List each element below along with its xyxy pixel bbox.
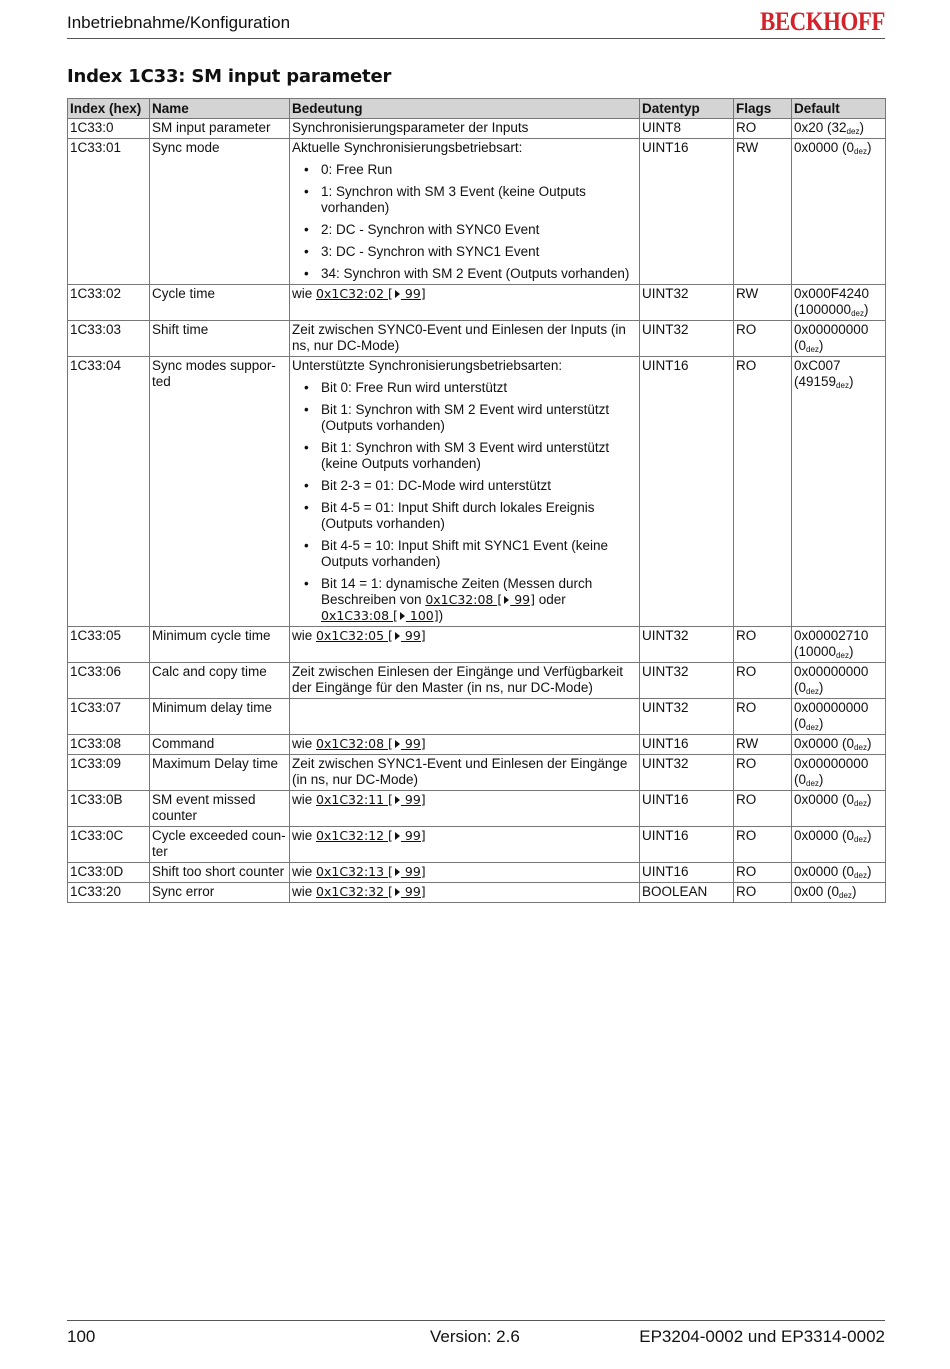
list-item: • 3: DC - Synchron with SYNC1 Event	[292, 244, 637, 260]
cell-default	[792, 627, 886, 663]
list-item: • 34: Synchron with SM 2 Event (Outputs vorhanden)	[292, 266, 637, 282]
dez-suffix: dez	[854, 799, 867, 808]
default-value: 0x000F4240 (1000000	[794, 286, 870, 317]
cell-index: 1C33:07	[68, 699, 150, 735]
product-name: EP3204-0002 und EP3314-0002	[639, 1327, 885, 1346]
table-row	[68, 755, 886, 791]
cell-type: UINT32	[640, 627, 734, 663]
column-header-default: Default	[792, 99, 886, 119]
link-text: 0x1C32:08 [	[316, 736, 393, 751]
cell-index: 1C33:01	[68, 139, 150, 285]
arrow-right-icon	[395, 290, 400, 298]
cell-flags: RW	[734, 285, 792, 321]
link-page: 99]	[400, 864, 426, 879]
cell-flags: RO	[734, 321, 792, 357]
cell-meaning	[290, 735, 640, 755]
column-header-meaning: Bedeutung	[290, 99, 640, 119]
cross-reference-link[interactable]	[425, 592, 535, 607]
table-row	[68, 863, 886, 883]
cell-flags: RO	[734, 883, 792, 903]
dez-suffix: dez	[839, 891, 852, 900]
cell-type: UINT32	[640, 755, 734, 791]
link-page: 99]	[400, 286, 426, 301]
default-close: )	[848, 374, 854, 389]
table-row	[68, 663, 886, 699]
link-page: 99]	[400, 884, 426, 899]
default-close: )	[866, 864, 872, 879]
cell-flags: RO	[734, 863, 792, 883]
cell-flags: RO	[734, 699, 792, 735]
cell-meaning: Zeit zwischen SYNC1-Event und Einlesen der Eingänge (in ns, nur DC-Mode)	[290, 755, 640, 791]
cell-index: 1C33:02	[68, 285, 150, 321]
cross-reference-link[interactable]	[316, 884, 426, 899]
column-header-index: Index (hex)	[68, 99, 150, 119]
default-close: )	[851, 884, 857, 899]
cell-name: Sync modes suppor-ted	[150, 357, 290, 627]
table-row	[68, 119, 886, 139]
cell-flags: RO	[734, 791, 792, 827]
cell-name: SM event missed counter	[150, 791, 290, 827]
link-text: 0x1C32:13 [	[316, 864, 393, 879]
cross-reference-link[interactable]	[316, 828, 426, 843]
link-text: 0x1C33:08 [	[321, 608, 398, 623]
table-row	[68, 735, 886, 755]
cell-default	[792, 863, 886, 883]
cell-name: Maximum Delay time	[150, 755, 290, 791]
dez-suffix: dez	[846, 127, 860, 136]
cell-default	[792, 883, 886, 903]
table-row	[68, 321, 886, 357]
list-item: • 2: DC - Synchron with SYNC0 Event	[292, 222, 637, 238]
option-text: )	[438, 608, 444, 623]
arrow-right-icon	[395, 888, 400, 896]
link-text: 0x1C32:08 [	[425, 592, 503, 607]
table-row	[68, 627, 886, 663]
default-value: 0x20 (32	[794, 120, 847, 135]
cell-name: Sync error	[150, 883, 290, 903]
cross-reference-link[interactable]	[316, 736, 426, 751]
page-footer	[67, 1320, 885, 1351]
list-item	[292, 576, 637, 624]
link-text: 0x1C32:32 [	[316, 884, 393, 899]
cell-type: UINT16	[640, 791, 734, 827]
cross-reference-link[interactable]	[316, 286, 426, 301]
column-header-flags: Flags	[734, 99, 792, 119]
cell-index: 1C33:0D	[68, 863, 150, 883]
cross-reference-link[interactable]	[316, 628, 426, 643]
meaning-prefix: wie	[292, 864, 317, 879]
cell-name: Minimum delay time	[150, 699, 290, 735]
cell-default	[792, 827, 886, 863]
cell-index: 1C33:0C	[68, 827, 150, 863]
default-value: 0x0000 (0	[794, 140, 855, 155]
cell-meaning	[290, 863, 640, 883]
default-close: )	[848, 644, 854, 659]
option-text: Bit 14 = 1: dynamische Zeiten (Messen durch Beschreiben von	[321, 576, 593, 607]
cross-reference-link[interactable]	[316, 792, 426, 807]
default-value: 0x00002710 (10000	[794, 628, 869, 659]
parameter-table	[67, 98, 886, 903]
meaning-prefix: wie	[292, 884, 317, 899]
cell-meaning	[290, 357, 640, 627]
list-item: • Bit 4-5 = 01: Input Shift durch lokales Ereignis (Outputs vorhanden)	[292, 500, 637, 532]
cell-default	[792, 119, 886, 139]
cell-type: UINT32	[640, 699, 734, 735]
link-page: 100]	[405, 608, 439, 623]
cell-name: Minimum cycle time	[150, 627, 290, 663]
option-text: oder	[535, 592, 566, 607]
arrow-right-icon	[395, 868, 400, 876]
link-text: 0x1C32:02 [	[316, 286, 393, 301]
cell-type: UINT16	[640, 863, 734, 883]
link-page: 99]	[400, 736, 426, 751]
cell-meaning	[290, 699, 640, 735]
dez-suffix: dez	[806, 345, 819, 354]
default-value: 0x0000 (0	[794, 736, 855, 751]
section-title: Index 1C33: SM input parameter	[67, 66, 392, 87]
dez-suffix: dez	[854, 835, 867, 844]
arrow-right-icon	[395, 740, 400, 748]
column-header-name: Name	[150, 99, 290, 119]
cell-meaning: Synchronisierungsparameter der Inputs	[290, 119, 640, 139]
list-item: • Bit 1: Synchron with SM 2 Event wird unterstützt (Outputs vorhanden)	[292, 402, 637, 434]
default-close: )	[866, 736, 872, 751]
list-item: • Bit 2-3 = 01: DC-Mode wird unterstützt	[292, 478, 637, 494]
meaning-intro: Aktuelle Synchronisierungsbetriebsart:	[292, 140, 523, 155]
dez-suffix: dez	[836, 381, 849, 390]
cell-default	[792, 321, 886, 357]
cell-name: Cycle exceeded coun-ter	[150, 827, 290, 863]
meaning-intro: Unterstützte Synchronisierungsbetriebsarten:	[292, 358, 563, 373]
default-close: )	[866, 140, 872, 155]
cell-index: 1C33:06	[68, 663, 150, 699]
cell-name: Shift too short counter	[150, 863, 290, 883]
cell-type: UINT16	[640, 827, 734, 863]
table-row	[68, 357, 886, 627]
link-page: 99]	[400, 792, 426, 807]
link-page: 99]	[510, 592, 535, 607]
cell-meaning: Zeit zwischen SYNC0-Event und Einlesen der Inputs (in ns, nur DC-Mode)	[290, 321, 640, 357]
cell-default	[792, 285, 886, 321]
default-value: 0x0000 (0	[794, 864, 855, 879]
cell-meaning	[290, 285, 640, 321]
cell-meaning	[290, 791, 640, 827]
arrow-right-icon	[504, 596, 509, 604]
cell-default	[792, 699, 886, 735]
option-list	[292, 380, 637, 624]
cell-index: 1C33:0	[68, 119, 150, 139]
page-number: 100	[67, 1327, 96, 1346]
cell-meaning	[290, 827, 640, 863]
table-header-row	[68, 99, 886, 119]
default-value: 0x0000 (0	[794, 828, 855, 843]
dez-suffix: dez	[854, 871, 867, 880]
list-item: • 1: Synchron with SM 3 Event (keine Outputs vorhanden)	[292, 184, 637, 216]
cell-flags: RO	[734, 755, 792, 791]
cell-type: UINT16	[640, 139, 734, 285]
list-item: • 0: Free Run	[292, 162, 637, 178]
beckhoff-logo: BECKHOFF	[760, 7, 885, 36]
dez-suffix: dez	[806, 779, 819, 788]
dez-suffix: dez	[854, 147, 867, 156]
list-item: • Bit 0: Free Run wird unterstützt	[292, 380, 637, 396]
default-close: )	[818, 716, 824, 731]
default-close: )	[818, 338, 824, 353]
link-page: 99]	[400, 828, 426, 843]
dez-suffix: dez	[851, 309, 864, 318]
arrow-right-icon	[400, 612, 405, 620]
default-value: 0x0000 (0	[794, 792, 855, 807]
dez-suffix: dez	[806, 687, 819, 696]
link-text: 0x1C32:12 [	[316, 828, 393, 843]
cell-name: SM input parameter	[150, 119, 290, 139]
cell-flags: RO	[734, 827, 792, 863]
arrow-right-icon	[395, 796, 400, 804]
cell-default	[792, 663, 886, 699]
meaning-prefix: wie	[292, 828, 317, 843]
cell-name: Cycle time	[150, 285, 290, 321]
meaning-prefix: wie	[292, 286, 317, 301]
cell-flags: RO	[734, 663, 792, 699]
cross-reference-link[interactable]	[321, 608, 439, 623]
cell-default	[792, 139, 886, 285]
cell-type: UINT32	[640, 321, 734, 357]
table-row	[68, 883, 886, 903]
cell-index: 1C33:09	[68, 755, 150, 791]
link-page: 99]	[400, 628, 426, 643]
default-close: )	[859, 120, 864, 135]
default-close: )	[866, 828, 872, 843]
dez-suffix: dez	[836, 651, 849, 660]
cell-index: 1C33:05	[68, 627, 150, 663]
cell-type: UINT16	[640, 735, 734, 755]
cell-type: UINT8	[640, 119, 734, 139]
meaning-prefix: wie	[292, 628, 317, 643]
cell-default	[792, 735, 886, 755]
cell-meaning: Zeit zwischen Einlesen der Eingänge und Verfügbarkeit der Eingänge für den Master (in ns, nur DC-Mode)	[290, 663, 640, 699]
cell-name: Sync mode	[150, 139, 290, 285]
default-close: )	[818, 680, 824, 695]
cell-flags: RW	[734, 735, 792, 755]
default-value: 0x00000000 (0	[794, 322, 869, 353]
table-row	[68, 699, 886, 735]
arrow-right-icon	[395, 632, 400, 640]
arrow-right-icon	[395, 832, 400, 840]
cell-index: 1C33:0B	[68, 791, 150, 827]
cell-flags: RO	[734, 357, 792, 627]
cell-meaning	[290, 627, 640, 663]
meaning-prefix: wie	[292, 792, 317, 807]
default-close: )	[866, 792, 872, 807]
cell-index: 1C33:03	[68, 321, 150, 357]
dez-suffix: dez	[806, 723, 819, 732]
cell-type: UINT32	[640, 663, 734, 699]
cell-flags: RO	[734, 627, 792, 663]
cell-index: 1C33:04	[68, 357, 150, 627]
cell-type: UINT32	[640, 285, 734, 321]
cell-index: 1C33:20	[68, 883, 150, 903]
default-value: 0xC007 (49159	[794, 358, 841, 389]
table-row	[68, 139, 886, 285]
cell-type: BOOLEAN	[640, 883, 734, 903]
list-item: • Bit 1: Synchron with SM 3 Event wird unterstützt (keine Outputs vorhanden)	[292, 440, 637, 472]
list-item: • Bit 4-5 = 10: Input Shift mit SYNC1 Event (keine Outputs vorhanden)	[292, 538, 637, 570]
table-row	[68, 285, 886, 321]
default-value: 0x00000000 (0	[794, 664, 869, 695]
cell-default	[792, 791, 886, 827]
default-close: )	[863, 302, 869, 317]
default-value: 0x00000000 (0	[794, 700, 869, 731]
cell-flags: RW	[734, 139, 792, 285]
meaning-prefix: wie	[292, 736, 317, 751]
table-row	[68, 827, 886, 863]
document-version: Version: 2.6	[430, 1327, 520, 1346]
link-text: 0x1C32:05 [	[316, 628, 393, 643]
cross-reference-link[interactable]	[316, 864, 426, 879]
link-text: 0x1C32:11 [	[316, 792, 393, 807]
cell-meaning	[290, 883, 640, 903]
header-section-title: Inbetriebnahme/Konfiguration	[67, 13, 291, 32]
cell-name: Shift time	[150, 321, 290, 357]
dez-suffix: dez	[854, 743, 867, 752]
cell-type: UINT16	[640, 357, 734, 627]
cell-flags: RO	[734, 119, 792, 139]
page-header	[67, 7, 885, 39]
column-header-type: Datentyp	[640, 99, 734, 119]
cell-default	[792, 357, 886, 627]
cell-index: 1C33:08	[68, 735, 150, 755]
cell-name: Calc and copy time	[150, 663, 290, 699]
table-row	[68, 791, 886, 827]
cell-name: Command	[150, 735, 290, 755]
cell-meaning	[290, 139, 640, 285]
option-list	[292, 162, 637, 282]
default-value: 0x00000000 (0	[794, 756, 869, 787]
cell-default	[792, 755, 886, 791]
default-value: 0x00 (0	[794, 884, 840, 899]
default-close: )	[818, 772, 824, 787]
